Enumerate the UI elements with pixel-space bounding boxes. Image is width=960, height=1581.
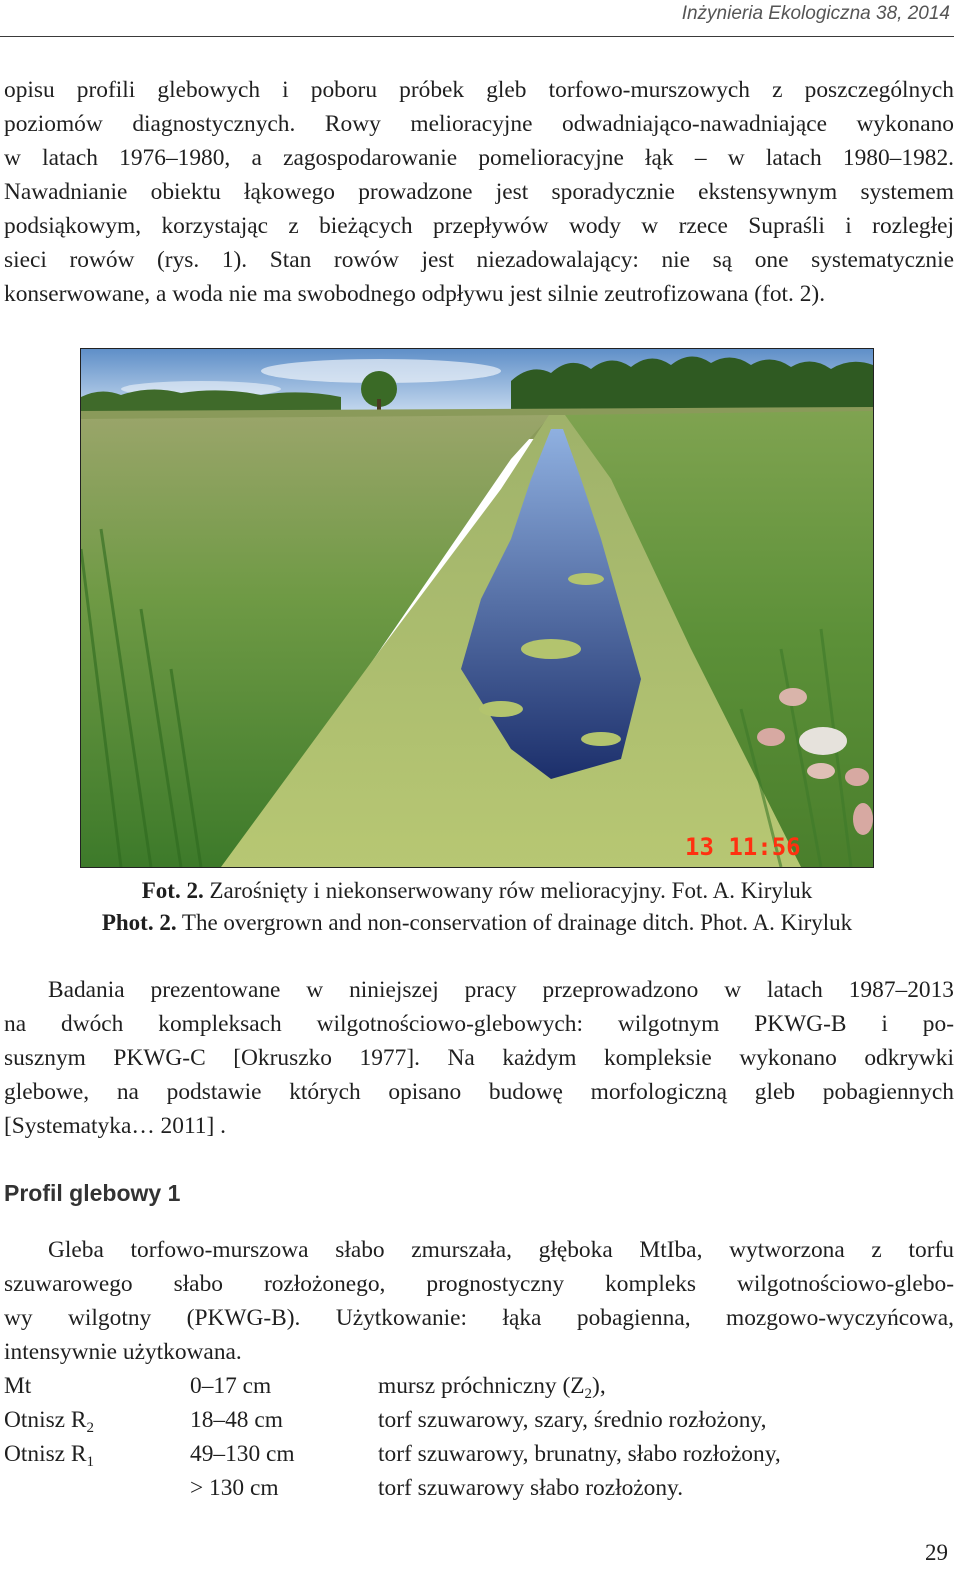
- text-line: w latach 1976–1980, a zagospodarowanie pomelioracyjne łąk – w latach 1980–1982.: [4, 145, 954, 171]
- horizon-name: Otnisz R: [4, 1407, 87, 1433]
- horizon-cell: [4, 1403, 94, 1437]
- subscript: 2: [86, 1420, 95, 1436]
- text-line: [Systematyka… 2011] .: [4, 1113, 226, 1139]
- text-line: Gleba torfowo-murszowa słabo zmurszała, głęboka MtIba, wytworzona z torfu: [48, 1237, 954, 1263]
- text-line: Nawadnianie obiektu łąkowego prowadzone jest sporadycznie ekstensywnym systemem: [4, 179, 954, 205]
- figure-caption-polish: [0, 876, 954, 906]
- page-number: 29: [925, 1540, 948, 1565]
- figure-caption-english: [0, 908, 954, 938]
- text-line: sieci rowów (rys. 1). Stan rowów jest niezadowalający: nie są one systematycznie: [4, 247, 954, 273]
- description-tail: ),: [592, 1373, 606, 1399]
- horizon-name: Mt: [4, 1373, 32, 1399]
- description-cell: [378, 1369, 606, 1403]
- description-text: mursz próchniczny (Z: [378, 1373, 585, 1399]
- text-line: konserwowane, a woda nie ma swobodnego odpływu jest silnie zeutrofizowana (fot. 2).: [4, 281, 826, 307]
- text-line: szuwarowego słabo rozłożonego, prognostyczny kompleks wilgotnościowo-glebo-: [4, 1271, 954, 1297]
- depth-cell: 0–17 cm: [190, 1373, 272, 1399]
- paragraph-2: [4, 973, 954, 1143]
- section-heading: Profil glebowy 1: [4, 1180, 181, 1206]
- text-line: Badania prezentowane w niniejszej pracy przeprowadzono w latach 1987–2013: [48, 977, 954, 1003]
- subscript: 1: [86, 1454, 95, 1470]
- text-line: opisu profili glebowych i poboru próbek gleb torfowo-murszowych z poszczególnych: [4, 77, 954, 103]
- depth-cell: > 130 cm: [190, 1475, 279, 1501]
- ditch-photo-illustration: [81, 349, 873, 867]
- text-line: glebowe, na podstawie których opisano budowę morfologiczną gleb pobagiennych: [4, 1079, 954, 1105]
- running-head: [0, 0, 954, 37]
- text-line: podsiąkowym, korzystając z bieżących przepływów wody w rzece Supraśli i rozległej: [4, 213, 954, 239]
- description-cell: torf szuwarowy słabo rozłożony.: [378, 1475, 684, 1501]
- ditch-photo: [80, 348, 874, 868]
- text-line: susznym PKWG-C [Okruszko 1977]. Na każdym kompleksie wykonano odkrywki: [4, 1045, 954, 1071]
- caption-label: Phot. 2.: [101, 910, 177, 935]
- paragraph-3: [4, 1233, 954, 1369]
- photo-timestamp: 13 11:56: [685, 833, 801, 861]
- depth-cell: 18–48 cm: [190, 1407, 283, 1433]
- horizon-name: Otnisz R: [4, 1441, 87, 1467]
- subscript: 2: [584, 1386, 593, 1402]
- paragraph-1: [4, 73, 954, 311]
- caption-text: Zarośnięty i niekonserwowany rów melioracyjny. Fot. A. Kiryluk: [203, 878, 813, 903]
- description-cell: torf szuwarowy, brunatny, słabo rozłożony,: [378, 1441, 781, 1467]
- horizon-cell: [4, 1437, 94, 1471]
- text-line: wy wilgotny (PKWG-B). Użytkowanie: łąka pobagienna, mozgowo-wyczyńcowa,: [4, 1305, 954, 1331]
- text-line: poziomów diagnostycznych. Rowy melioracyjne odwadniająco-nawadniające wykonano: [4, 111, 954, 137]
- caption-text: The overgrown and non-conservation of drainage ditch. Phot. A. Kiryluk: [176, 910, 853, 935]
- depth-cell: 49–130 cm: [190, 1441, 295, 1467]
- text-line: na dwóch kompleksach wilgotnościowo-glebowych: wilgotnym PKWG-B i po-: [4, 1011, 954, 1037]
- horizon-cell: [4, 1369, 31, 1403]
- caption-label: Fot. 2.: [141, 878, 204, 903]
- journal-citation: Inżynieria Ekologiczna 38, 2014: [681, 3, 950, 24]
- text-line: intensywnie użytkowana.: [4, 1339, 242, 1365]
- description-cell: torf szuwarowy, szary, średnio rozłożony,: [378, 1407, 767, 1433]
